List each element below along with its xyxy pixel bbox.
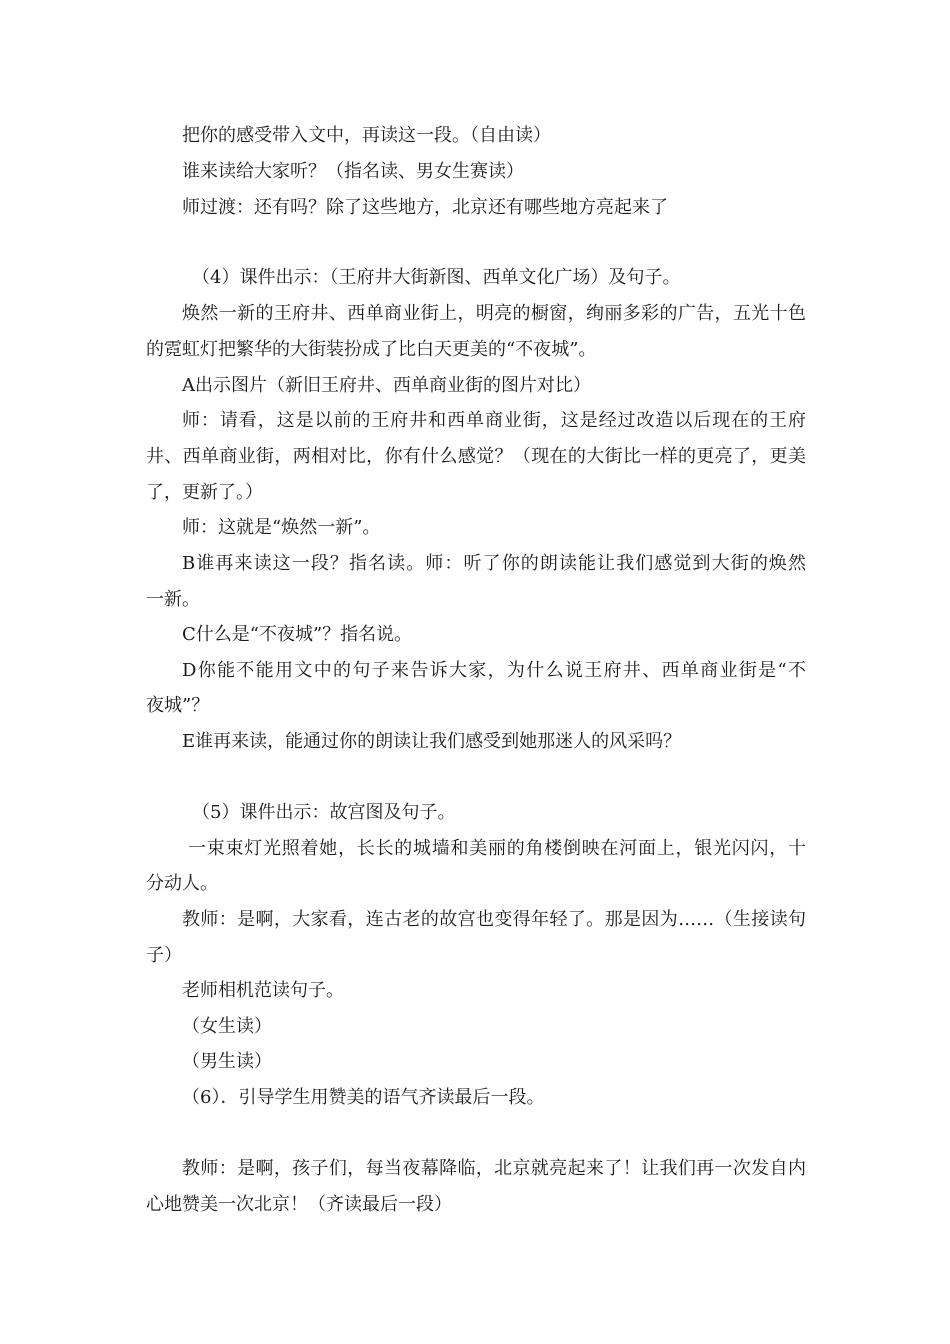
section-4-heading: （4）课件出示：（王府井大街新图、西单文化广场）及句子。	[192, 267, 681, 288]
girls-read: （女生读）	[182, 1016, 272, 1037]
paragraph-free-read: 把你的感受带入文中，再读这一段。（自由读）	[182, 125, 551, 146]
step-a-show-pictures: A出示图片（新旧王府井、西单商业街的图片对比）	[182, 375, 591, 396]
quote-palace-line-1: 一束束灯光照着她，长长的城墙和美丽的角楼倒映在河面上，银光闪闪，十	[188, 838, 806, 859]
teacher-closing-line-2: 心地赞美一次北京！（齐读最后一段）	[146, 1194, 452, 1215]
teacher-compare-line-3: 了，更新了。）	[146, 482, 263, 503]
step-b-line-2: 一新。	[146, 589, 200, 610]
teacher-palace-line-2: 子）	[146, 945, 182, 966]
teacher-compare-line-2: 井、西单商业街，两相对比，你有什么感觉？（现在的大街比一样的更亮了，更美	[146, 446, 806, 467]
step-d-line-2: 夜城”？	[146, 695, 210, 716]
paragraph-teacher-transition: 师过渡：还有吗？除了这些地方，北京还有哪些地方亮起来了	[182, 197, 668, 218]
step-b-line-1: B谁再来读这一段？指名读。师：听了你的朗读能让我们感觉到大街的焕然	[182, 553, 806, 574]
teacher-compare-line-1: 师：请看，这是以前的王府井和西单商业街，这是经过改造以后现在的王府	[182, 410, 806, 431]
step-e-question: E谁再来读，能通过你的朗读让我们感受到她那迷人的风采吗？	[182, 731, 682, 752]
boys-read: （男生读）	[182, 1051, 272, 1072]
teacher-model-reading: 老师相机范读句子。	[182, 980, 344, 1001]
teacher-closing-line-1: 教师：是啊，孩子们，每当夜幕降临，北京就亮起来了！让我们再一次发自内	[182, 1158, 806, 1179]
step-c-question: C什么是“不夜城”？指名说。	[182, 624, 413, 645]
teacher-palace-line-1: 教师：是啊，大家看，连古老的故宫也变得年轻了。那是因为……（生接读句	[182, 909, 806, 930]
quote-wangfujing-line-1: 焕然一新的王府井、西单商业街上，明亮的橱窗，绚丽多彩的广告，五光十色	[182, 303, 806, 324]
section-6-heading: （6）．引导学生用赞美的语气齐读最后一段。	[182, 1087, 545, 1108]
section-5-heading: （5）课件出示：故宫图及句子。	[192, 802, 456, 823]
teacher-brand-new: 师：这就是“焕然一新”。	[182, 517, 381, 538]
quote-wangfujing-line-2: 的霓虹灯把繁华的大街装扮成了比白天更美的“不夜城”。	[146, 339, 597, 360]
paragraph-who-reads: 谁来读给大家听？（指名读、男女生赛读）	[182, 161, 524, 182]
quote-palace-line-2: 分动人。	[146, 873, 218, 894]
step-d-line-1: D你能不能用文中的句子来告诉大家，为什么说王府井、西单商业街是“不	[182, 660, 806, 681]
